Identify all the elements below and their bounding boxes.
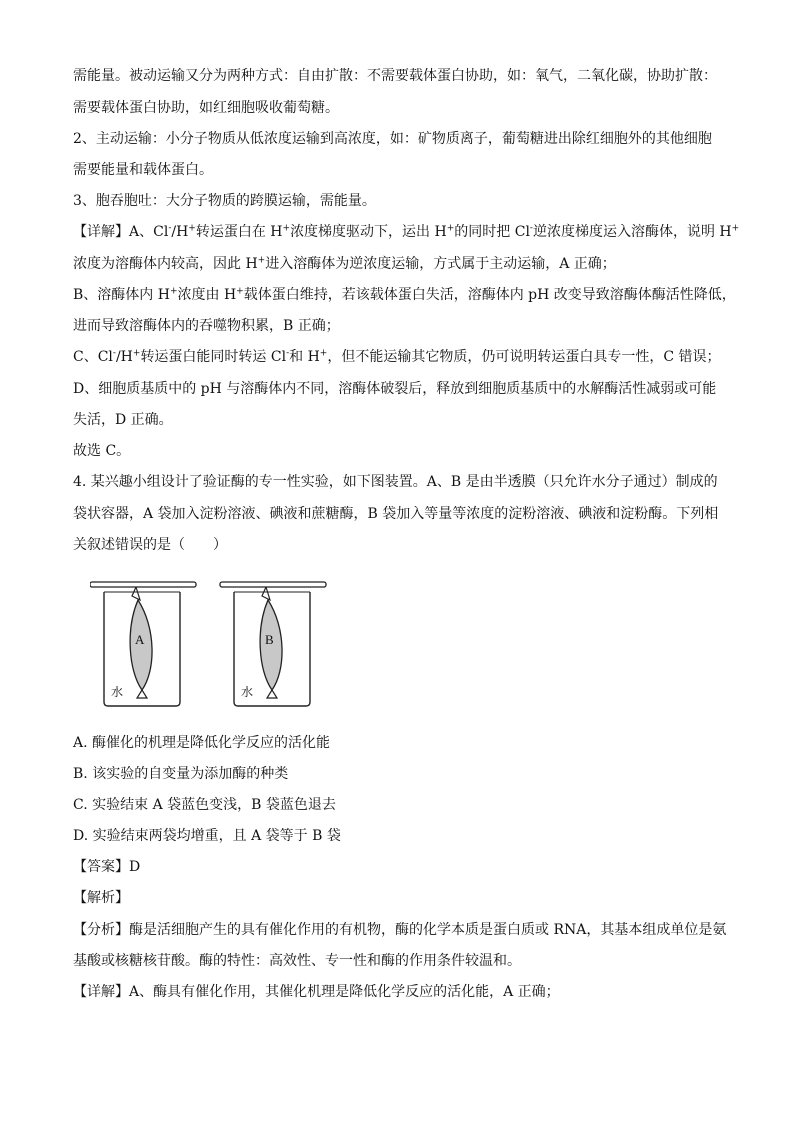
text-line: 需要载体蛋白协助，如红细胞吸收葡萄糖。 xyxy=(73,100,339,116)
beaker-right xyxy=(220,582,326,706)
water-label-left: 水 xyxy=(111,685,124,699)
water-label-right: 水 xyxy=(241,685,254,699)
text-line: 需能量。被动运输又分为两种方式：自由扩散：不需要载体蛋白协助，如：氧气，二氧化碳，协助扩散： xyxy=(73,68,717,84)
bag-a-label: A xyxy=(135,632,145,647)
option-d: D. 实验结束两袋均增重，且 A 袋等于 B 袋 xyxy=(73,828,341,844)
question-stem: 关叙述错误的是（ ） xyxy=(73,537,227,553)
beaker-left xyxy=(90,582,196,706)
answer-line: 【答案】D xyxy=(73,859,141,875)
text-line: D、细胞质基质中的 pH 与溶酶体内不同，溶酶体破裂后，释放到细胞质基质中的水解酶活性减弱或可能 xyxy=(73,381,717,397)
question-stem: 袋状容器，A 袋加入淀粉溶液、碘液和蔗糖酶，B 袋加入等量等浓度的淀粉溶液、碘液和淀粉酶。下列相 xyxy=(73,506,719,522)
text-line: 需要能量和载体蛋白。 xyxy=(73,162,213,178)
text-line: 2、主动运输：小分子物质从低浓度运输到高浓度，如：矿物质离子，葡萄糖进出除红细胞外的其他细胞 xyxy=(73,131,712,147)
text-line: 【详解】A、酶具有催化作用，其催化机理是降低化学反应的活化能，A 正确； xyxy=(73,984,560,1000)
option-b: B. 该实验的自变量为添加酶的种类 xyxy=(73,766,289,782)
text-line: C、Cl-/H+转运蛋白能同时转运 Cl-和 H+，但不能运输其它物质，仍可说明转运蛋白具专一性，C 错误； xyxy=(73,348,721,365)
question-stem: 4. 某兴趣小组设计了验证酶的专一性实验，如下图装置。A、B 是由半透膜（只允许水分子通过）制成的 xyxy=(73,474,718,490)
text-line: 【分析】酶是活细胞产生的具有催化作用的有机物，酶的化学本质是蛋白质或 RNA，其基本组成单位是氨 xyxy=(73,922,727,938)
text-line: 浓度为溶酶体内较高，因此 H+进入溶酶体为逆浓度运输，方式属于主动运输，A 正确； xyxy=(73,255,616,272)
text-line: 【详解】A、Cl-/H+转运蛋白在 H+浓度梯度驱动下，运出 H+的同时把 Cl-逆浓度梯度运入溶酶体，说明 H+ xyxy=(73,223,740,240)
text-line: 进而导致溶酶体内的吞噬物积累，B 正确； xyxy=(73,318,340,334)
text-line: 基酸或核糖核苷酸。酶的特性：高效性、专一性和酶的作用条件较温和。 xyxy=(73,953,521,969)
text-line: 3、胞吞胞吐：大分子物质的跨膜运输，需能量。 xyxy=(73,193,376,209)
analysis-heading: 【解析】 xyxy=(73,890,129,906)
experiment-apparatus-figure xyxy=(90,578,350,708)
text-line: B、溶酶体内 H+浓度由 H+载体蛋白维持，若该载体蛋白失活，溶酶体内 pH 改变导致溶酶体酶活性降低， xyxy=(73,286,736,303)
text-line: 失活，D 正确。 xyxy=(73,412,173,428)
option-a: A. 酶催化的机理是降低化学反应的活化能 xyxy=(73,735,331,751)
bag-b-label: B xyxy=(265,632,274,647)
text-line: 故选 C。 xyxy=(73,443,131,459)
option-c: C. 实验结束 A 袋蓝色变浅，B 袋蓝色退去 xyxy=(73,797,336,813)
